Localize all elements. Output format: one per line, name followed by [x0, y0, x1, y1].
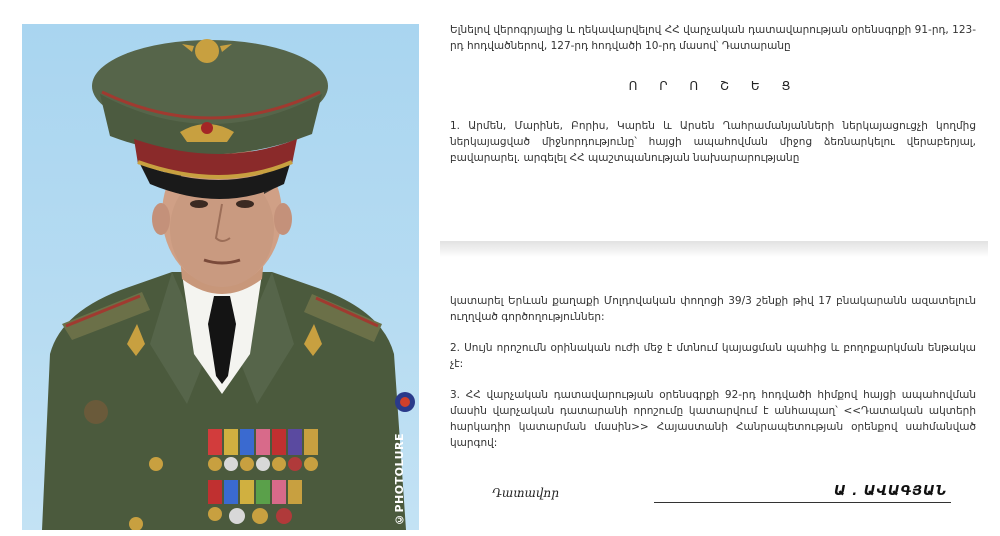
- decision-item-1-part-2: կատարել Երևան քաղաքի Մոլդովական փողոցի 39/3 շենքի թիվ 17 բնակարանն ազատելուն ուղղված գործողություններ:: [450, 295, 976, 323]
- court-decision-document: [440, 0, 988, 536]
- decision-item-3: 3. ՀՀ վարչական դատավարության օրենսգրքի 92-րդ հոդվածի հիմքով հայցի ապահովման մասին վարչական դատարանի որոշումը կատարվում է անհապաղ՝ <<Դատական ակտերի հարկադիր կատարման մասին>> Հայաստանի Հանրապետության օրենքով սահմանված կարգով:: [450, 389, 976, 449]
- decision-heading: Ո Ր Ո Շ Ե Ց: [628, 79, 800, 93]
- portrait-photo: [22, 24, 419, 530]
- photo-watermark: ©PHOTOLURE: [393, 432, 406, 526]
- page-break: [440, 241, 988, 257]
- signature-label: Դատավոր: [492, 486, 559, 500]
- decision-item-2: 2. Սույն որոշումն օրինական ուժի մեջ է մտնում կայացման պահից և բողոքարկման ենթակա չէ:: [450, 342, 976, 370]
- signature-line: [654, 502, 951, 503]
- signature-name: Ա . ԱՎԱԳՅԱՆ: [834, 484, 948, 499]
- decision-item-1-part-1: 1. Արմեն, Մարինե, Բորիս, Կարեն և Արսեն Ղահրամանյանների ներկայացուցչի կողմից ներկայացված միջնորդությունը՝ հայցի ապահովման միջոց ձեռնարկելու վերաբերյալ, բավարարել. արգելել ՀՀ պաշտպանության նախարարությանը: [450, 120, 976, 164]
- intro-paragraph: Ելնելով վերոգրյալից և ղեկավարվելով ՀՀ վարչական դատավարության օրենսգրքի 91-րդ, 123-րդ հոդվածներով, 127-րդ հոդվածի 10-րդ մասով՝ Դատարանը: [450, 24, 976, 52]
- officer-portrait-illustration: [22, 24, 419, 530]
